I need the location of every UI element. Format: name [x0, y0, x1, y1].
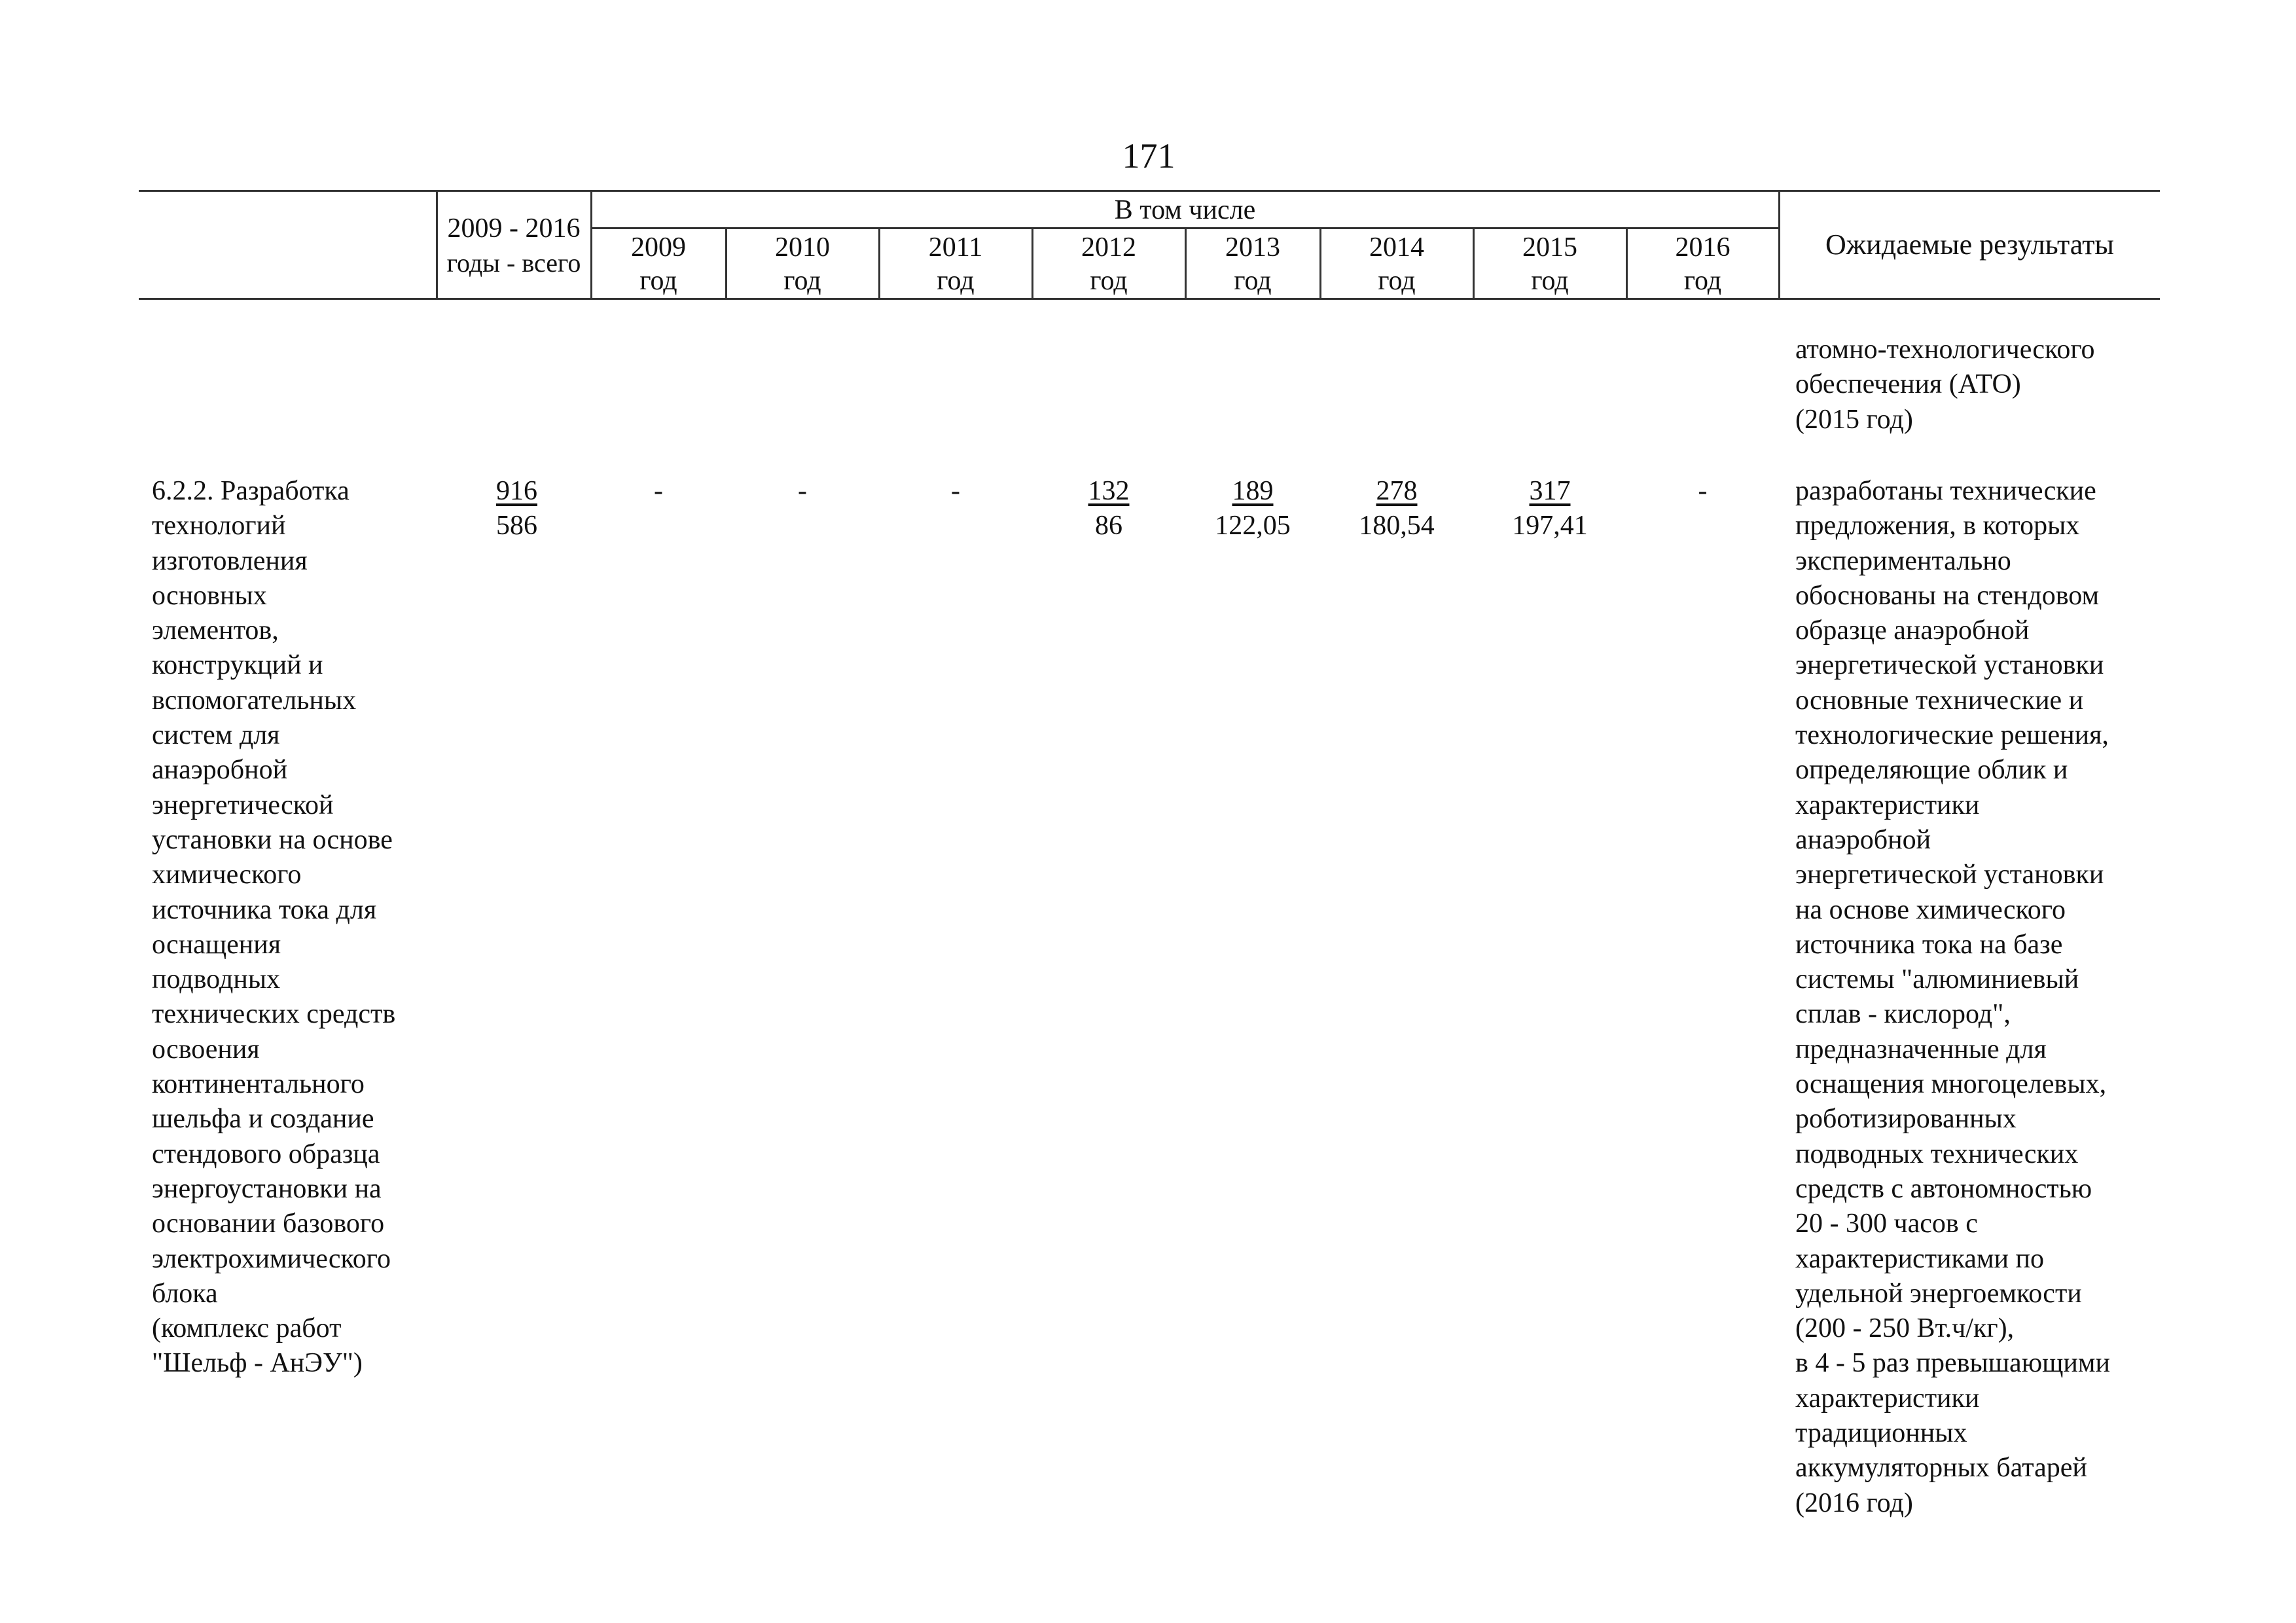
row-value-2012-bottom: 86: [1095, 511, 1122, 541]
header-year-unit: год: [1378, 266, 1416, 296]
row-value-2014-top: [1321, 474, 1473, 509]
header-total-label: годы - всего: [446, 248, 581, 278]
row-value-2013-top: [1186, 474, 1319, 509]
header-expected-results: Ожидаемые результаты: [1825, 228, 2114, 261]
row-value-2014-top-value: 278: [1376, 476, 1418, 506]
row-value-2015-top-value: 317: [1529, 476, 1571, 506]
header-year-unit: год: [639, 266, 677, 296]
header-year-unit: год: [1090, 266, 1128, 296]
row-value-2016-top: -: [1698, 476, 1708, 506]
row-value-2015-bottom: 197,41: [1512, 511, 1588, 541]
header-year: 2011: [928, 232, 983, 263]
header-year: 2010: [775, 232, 830, 263]
row-value-2013-top-value: 189: [1232, 476, 1274, 506]
header-including: В том числе: [1114, 195, 1256, 225]
results-continuation: атомно-технологического обеспечения (АТО) (2015 год): [1795, 335, 2095, 435]
row-value-2010-top: -: [798, 476, 807, 506]
header-year: 2016: [1675, 232, 1731, 263]
header-year: 2015: [1522, 232, 1577, 263]
page-number: 171: [1122, 136, 1175, 175]
header-year: 2013: [1225, 232, 1280, 263]
header-year: 2009: [631, 232, 686, 263]
row-total-top: [437, 474, 590, 509]
header-total-period: 2009 - 2016: [447, 213, 581, 244]
header-year-unit: год: [783, 266, 821, 296]
header-year-unit: год: [937, 266, 975, 296]
row-value-2013-bottom: 122,05: [1215, 511, 1291, 541]
row-title: 6.2.2. Разработка технологий изготовления основных элементов, конструкций и вспомогательных систем для анаэробной энергетической установки на основе химического источника тока для оснащения подводных технических средств освоения континентального шельфа и создание стендового образца энергоустановки на основании базового электрохимического блока (комплекс работ "Шельф - АнЭУ"): [152, 476, 396, 1379]
row-total-bottom: 586: [496, 511, 537, 541]
row-total-top-value: 916: [496, 476, 537, 506]
row-value-2015-top: [1474, 474, 1626, 509]
row-value-2012-top: [1033, 474, 1185, 509]
row-value-2014-bottom: 180,54: [1359, 511, 1435, 541]
row-expected-results: разработаны технические предложения, в которых экспериментально обоснованы на стендовом образце анаэробной энергетической установки основные технические и технологические решения, определяющие облик и характеристики анаэробной энергетической установки на основе химического источника тока на базе системы "алюминиевый сплав - кислород", предназначенные для оснащения многоцелевых, роботизированных подводных технических средств с автономностью 20 - 300 часов с характеристиками по удельной энергоемкости (200 - 250 Вт.ч/кг), в 4 - 5 раз превышающими характеристики традиционных аккумуляторных батарей (2016 год): [1795, 476, 2110, 1518]
header-year-unit: год: [1683, 266, 1722, 296]
header-year-unit: год: [1234, 266, 1272, 296]
header-year: 2014: [1369, 232, 1424, 263]
header-top-rule: [139, 190, 2160, 192]
header-year: 2012: [1081, 232, 1136, 263]
header-bottom-rule: [139, 298, 2160, 300]
row-value-2009-top: -: [654, 476, 663, 506]
row-value-2012-top-value: 132: [1088, 476, 1130, 506]
row-value-2011-top: -: [951, 476, 960, 506]
header-year-unit: год: [1531, 266, 1569, 296]
